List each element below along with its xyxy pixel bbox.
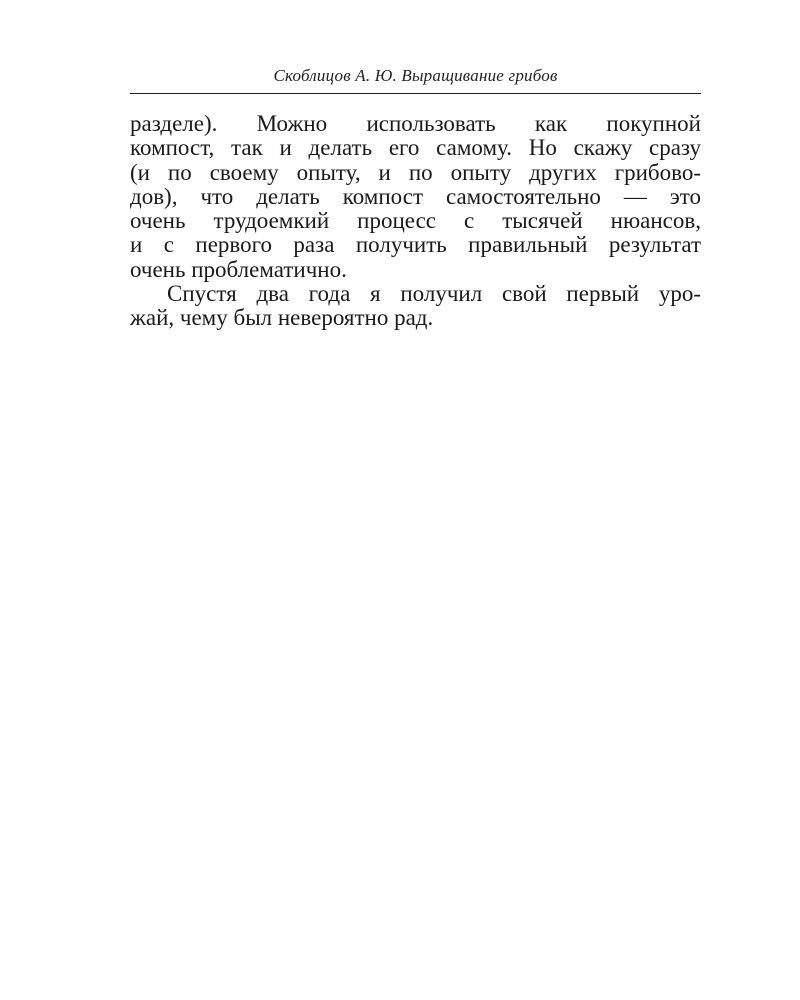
running-title: Скоблицов А. Ю. Выращивание грибов — [273, 66, 558, 85]
text-line: разделе). Можно использовать как покупной — [130, 111, 701, 136]
paragraph-1 — [130, 112, 701, 282]
text-line: и с первого раза получить правильный результат — [130, 232, 701, 258]
body-text — [130, 112, 701, 331]
paragraph-2 — [130, 282, 701, 331]
text-line: очень проблематично. — [130, 256, 347, 282]
text-line: Спустя два года я получил свой первый уро- — [167, 281, 701, 307]
text-line: очень трудоемкий процесс с тысячей нюансов, — [130, 208, 701, 234]
text-line: жай, чему был невероятно рад. — [130, 305, 434, 331]
text-line: дов), что делать компост самостоятельно — это — [130, 183, 701, 209]
text-line: (и по своему опыту, и по опыту других грибово- — [130, 159, 701, 185]
header-rule — [130, 93, 701, 94]
text-line: компост, так и делать его самому. Но скажу сразу — [130, 135, 701, 161]
